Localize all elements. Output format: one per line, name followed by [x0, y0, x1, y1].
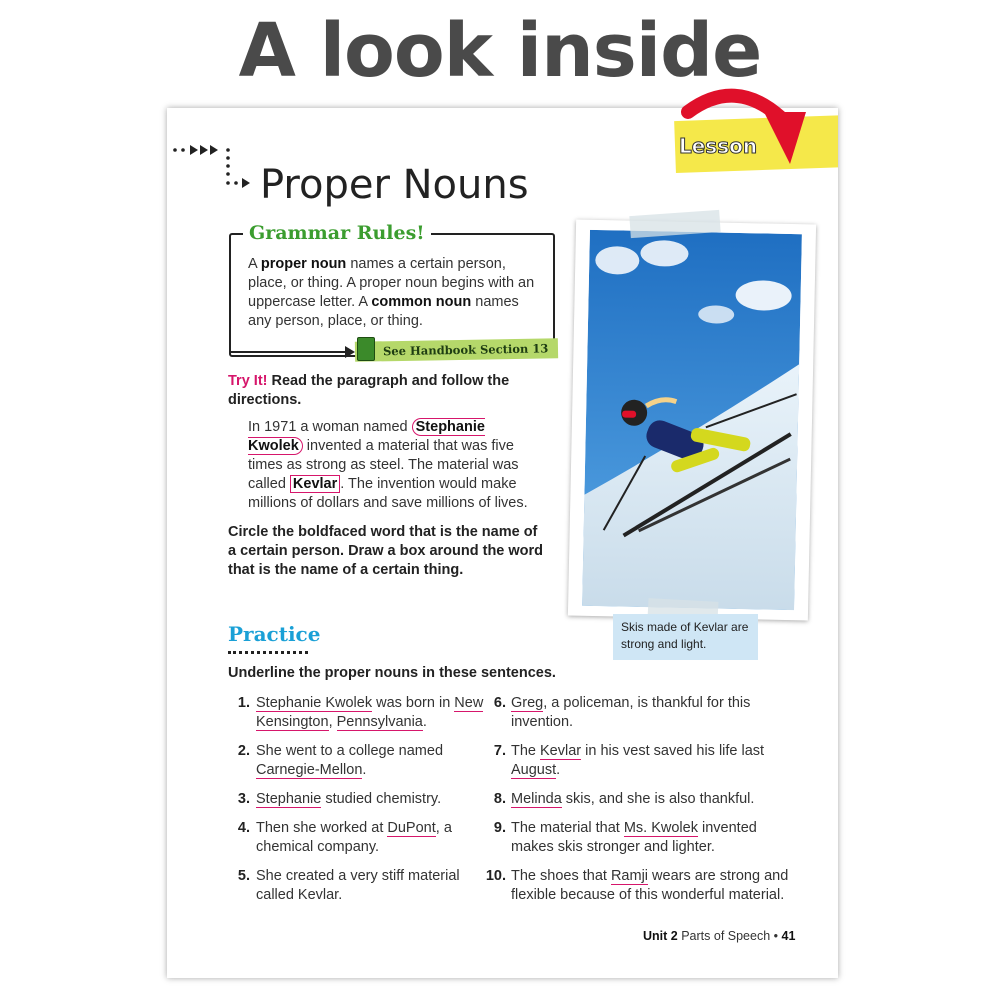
try-it-text: Read the paragraph and follow the directions.: [228, 373, 510, 408]
page-title: Proper Nouns: [260, 162, 529, 208]
photo-caption: Skis made of Kevlar are strong and light.: [613, 614, 758, 660]
practice-item-2: [228, 742, 498, 780]
item-number: 10.: [485, 868, 506, 884]
practice-heading: Practice: [228, 622, 321, 646]
item-text: .: [556, 762, 561, 778]
item-number: 8.: [493, 791, 506, 807]
banner-title: A look inside: [238, 8, 762, 94]
item-number: 9.: [493, 820, 506, 836]
rules-t2: names a certain person, place, or thing. A proper noun begins with an uppercase letter. A: [248, 256, 535, 310]
try-it-directions: [228, 372, 528, 410]
proper-noun: August: [511, 762, 557, 778]
practice-item-8: [480, 790, 800, 809]
item-text: invented makes skis stronger and lighter.: [511, 820, 757, 855]
proper-noun: Stephanie Kwolek: [256, 695, 373, 711]
grammar-rules-heading: Grammar Rules!: [243, 222, 431, 244]
para-p1: In 1971 a woman named: [248, 419, 412, 435]
curved-arrow-icon: [680, 82, 815, 172]
item-text: Then she worked at: [256, 820, 388, 836]
proper-noun: New Kensington: [256, 695, 484, 730]
practice-list-right: [480, 694, 800, 915]
footer-page-number: 41: [781, 929, 796, 943]
item-text: She created a very stiff material called Kevlar.: [256, 868, 460, 903]
practice-dotted-rule: [228, 647, 308, 654]
item-number: 7.: [493, 743, 506, 759]
handbook-book-icon: [357, 337, 375, 361]
proper-noun: Ms. Kwolek: [623, 820, 698, 836]
footer-section: Parts of Speech: [681, 929, 771, 943]
page-footer: [643, 929, 795, 943]
item-text: She went to a college named: [256, 743, 444, 759]
try-it-instruction: Circle the boldfaced word that is the name of a certain person. Draw a box around the word that is the name of a certain thing.: [228, 524, 544, 578]
proper-noun: Kevlar: [540, 743, 582, 759]
item-text: , a policeman, is thankful for this invention.: [511, 695, 751, 730]
item-number: 6.: [493, 695, 506, 711]
footer-separator: •: [770, 929, 782, 943]
proper-noun: DuPont: [387, 820, 436, 836]
practice-item-10: [480, 867, 800, 905]
item-text: skis, and she is also thankful.: [561, 791, 755, 807]
practice-item-3: [228, 790, 498, 809]
item-text: .: [362, 762, 367, 778]
handbook-link[interactable]: See Handbook Section 13: [355, 338, 559, 362]
para-p2: invented a material that was five times as strong as steel. The material was called: [248, 438, 519, 492]
item-number: 5.: [237, 868, 250, 884]
practice-item-1: [228, 694, 498, 732]
practice-instruction: Underline the proper nouns in these sentences.: [228, 665, 556, 681]
practice-item-7: [480, 742, 800, 780]
rules-common-noun: common noun: [371, 294, 472, 310]
item-text: wears are strong and flexible because of this wonderful material.: [511, 868, 789, 903]
rules-t1: A: [248, 256, 261, 272]
footer-unit: Unit 2: [643, 929, 678, 943]
handbook-arrow-icon: [229, 340, 359, 360]
proper-noun: Greg: [511, 695, 544, 711]
rules-t3: names any person, place, or thing.: [248, 294, 519, 329]
proper-noun: Carnegie-Mellon: [256, 762, 363, 778]
lesson-label: Lesson: [679, 134, 758, 158]
item-number: 4.: [237, 820, 250, 836]
item-text: The shoes that: [511, 868, 611, 884]
skier-photo: [582, 230, 802, 610]
practice-list-left: [228, 694, 498, 915]
title-dotted-arrow-icon: [172, 140, 257, 195]
item-number: 1.: [237, 695, 250, 711]
item-text: ,: [328, 714, 337, 730]
item-number: 2.: [237, 743, 250, 759]
item-text: The: [511, 743, 541, 759]
item-text: in his vest saved his life last: [581, 743, 765, 759]
photo-frame: [568, 220, 816, 621]
practice-item-6: [480, 694, 800, 732]
grammar-rules-text: [248, 255, 543, 331]
boxed-word: Kevlar: [290, 475, 340, 493]
try-it-tag: Try It!: [228, 373, 268, 389]
practice-item-5: [228, 867, 498, 905]
circled-word: Stephanie Kwolek: [248, 419, 485, 454]
proper-noun: Pennsylvania: [336, 714, 423, 730]
item-text: studied chemistry.: [321, 791, 442, 807]
item-number: 3.: [237, 791, 250, 807]
para-p3: . The invention would make millions of dollars and save millions of lives.: [248, 476, 528, 511]
rules-proper-noun: proper noun: [260, 256, 347, 272]
item-text: was born in: [372, 695, 455, 711]
try-it-paragraph: [248, 418, 538, 513]
item-text: .: [422, 714, 427, 730]
item-text: , a chemical company.: [256, 820, 452, 855]
practice-item-4: [228, 819, 498, 857]
proper-noun: Ramji: [610, 868, 649, 884]
practice-item-9: [480, 819, 800, 857]
item-text: The material that: [511, 820, 624, 836]
proper-noun: Melinda: [511, 791, 562, 807]
proper-noun: Stephanie: [256, 791, 322, 807]
